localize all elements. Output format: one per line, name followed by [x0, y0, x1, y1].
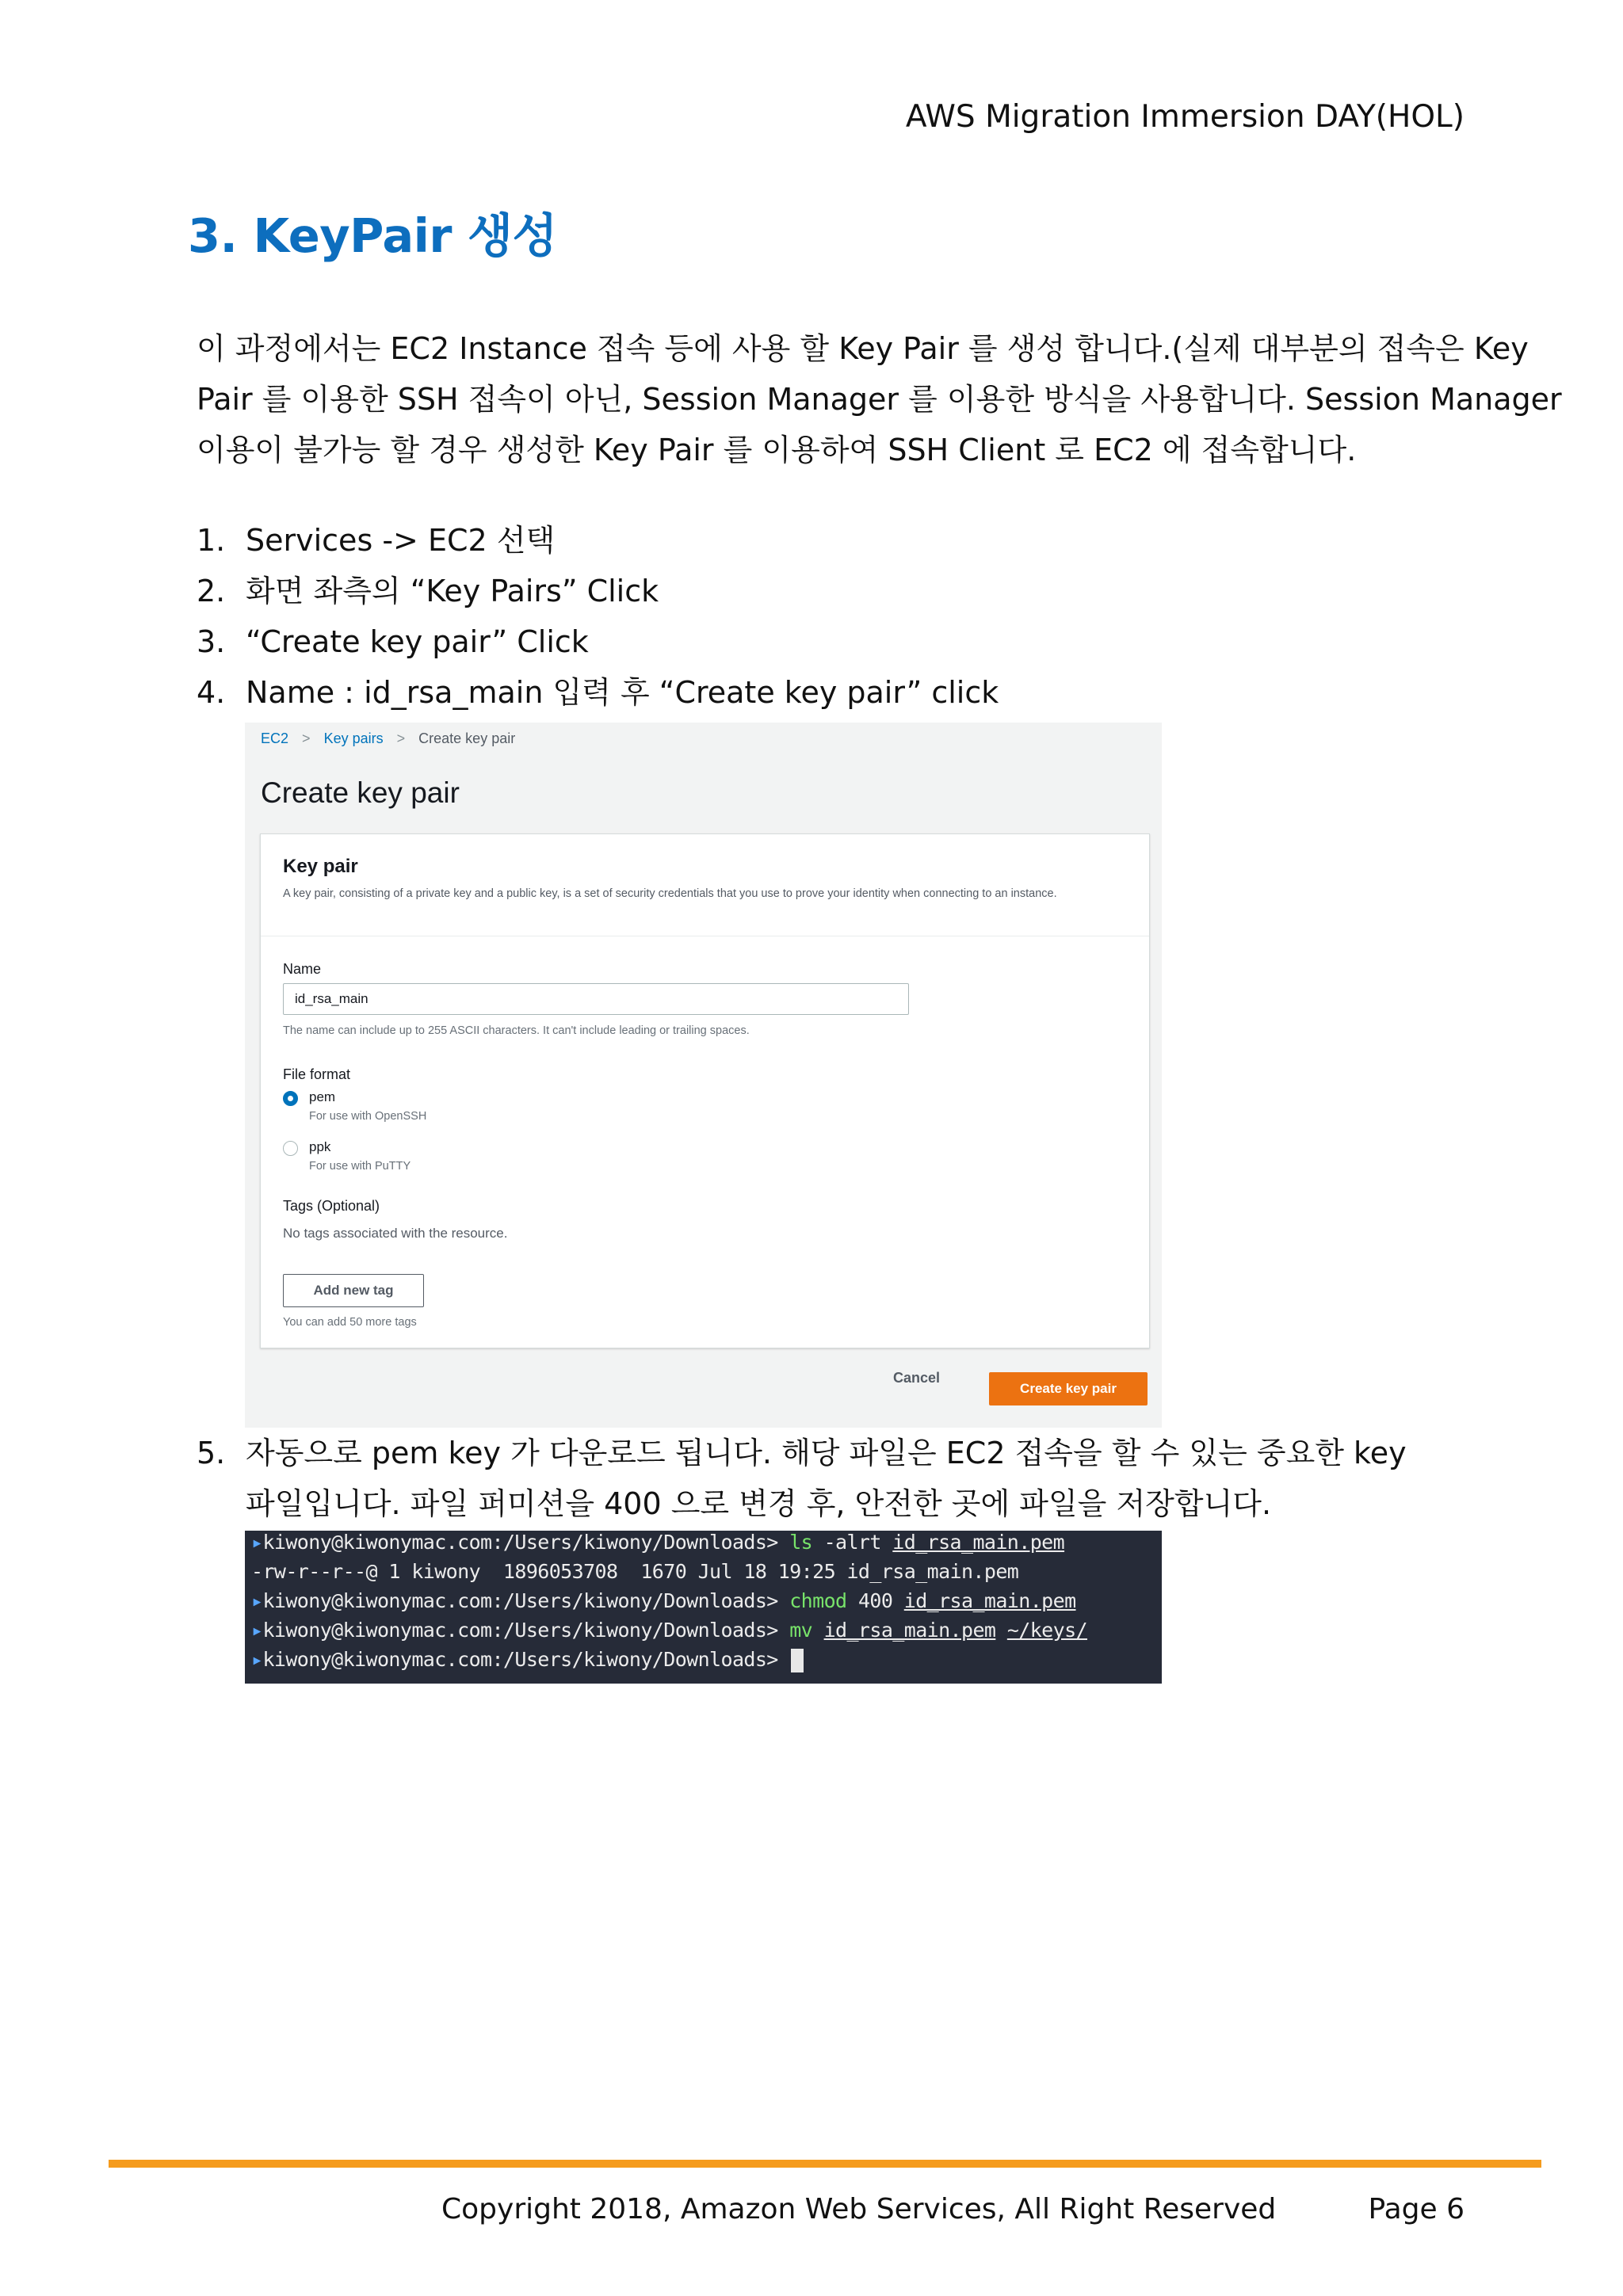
section-title: 3. KeyPair 생성: [188, 208, 557, 263]
step-line: [197, 1478, 1407, 1529]
intro-line: 이용이 불가능 할 경우 생성한 Key Pair 를 이용하여 SSH Client 로 EC2 에 접속합니다.: [197, 433, 1357, 467]
terminal-command: mv: [789, 1619, 813, 1642]
step-number: 2.: [197, 574, 226, 608]
pem-radio[interactable]: [283, 1091, 298, 1106]
step-line: [197, 1428, 1407, 1478]
page-title: Create key pair: [261, 776, 460, 809]
name-label: Name: [283, 961, 322, 977]
step-item: [197, 667, 999, 718]
ppk-radio[interactable]: [283, 1141, 298, 1156]
terminal-args: -alrt: [823, 1531, 881, 1554]
breadcrumb-current: Create key pair: [418, 730, 516, 746]
step-text: Services -> EC2 선택: [246, 523, 556, 558]
ppk-description: For use with PuTTY: [309, 1160, 411, 1173]
step-number: 1.: [197, 523, 226, 558]
key-pair-panel: [260, 833, 1150, 1348]
intro-line: 이 과정에서는 EC2 Instance 접속 등에 사용 할 Key Pair 를 생성 합니다.(실제 대부분의 접속은 Key: [197, 331, 1529, 366]
step-item: [197, 1428, 1407, 1529]
prompt-marker-icon: ▸: [251, 1531, 263, 1554]
tags-empty-text: No tags associated with the resource.: [283, 1226, 508, 1241]
breadcrumb-ec2-link[interactable]: EC2: [261, 730, 289, 746]
step-text: 화면 좌측의 “Key Pairs” Click: [246, 574, 659, 608]
pem-description: For use with OpenSSH: [309, 1110, 427, 1123]
chevron-right-icon: >: [396, 730, 406, 746]
file-format-label: File format: [283, 1066, 351, 1082]
footer-divider: [109, 2160, 1541, 2168]
tags-label: Tags (Optional): [283, 1198, 380, 1214]
page-number: Page 6: [1368, 2193, 1465, 2225]
prompt-marker-icon: ▸: [251, 1648, 263, 1671]
terminal-line: [251, 1619, 1087, 1642]
prompt-marker-icon: ▸: [251, 1589, 263, 1612]
ppk-label: ppk: [309, 1139, 331, 1154]
prompt-marker-icon: ▸: [251, 1619, 263, 1642]
step-item: [197, 515, 999, 566]
step-text: 파일입니다. 파일 퍼미션을 400 으로 변경 후, 안전한 곳에 파일을 저장합니다.: [246, 1486, 1272, 1521]
step-text: Name : id_rsa_main 입력 후 “Create key pair” click: [246, 675, 999, 710]
terminal-prompt: kiwony@kiwonymac.com:/Users/kiwony/Downloads>: [262, 1648, 778, 1671]
step-text: 자동으로 pem key 가 다운로드 됩니다. 해당 파일은 EC2 접속을 할 수 있는 중요한 key: [246, 1436, 1407, 1470]
terminal-screenshot: [245, 1531, 1162, 1684]
chevron-right-icon: >: [302, 730, 311, 746]
tags-hint: You can add 50 more tags: [283, 1316, 417, 1329]
step-list: [197, 515, 999, 718]
terminal-prompt: kiwony@kiwonymac.com:/Users/kiwony/Downloads>: [262, 1619, 778, 1642]
panel-header: [261, 834, 1149, 936]
panel-description: A key pair, consisting of a private key and a public key, is a set of security credentials that you use to prove your identity when connecting to an instance.: [283, 887, 1057, 900]
document-header: AWS Migration Immersion DAY(HOL): [905, 99, 1465, 135]
step-number: 3.: [197, 624, 226, 659]
intro-paragraph: [197, 323, 1562, 475]
terminal-args: 400: [857, 1589, 893, 1612]
terminal-line: [251, 1531, 1064, 1554]
terminal-prompt: kiwony@kiwonymac.com:/Users/kiwony/Downloads>: [262, 1531, 778, 1554]
terminal-command: ls: [789, 1531, 813, 1554]
terminal-line: [251, 1589, 1076, 1612]
terminal-filename: id_rsa_main.pem: [823, 1619, 996, 1642]
terminal-filename: id_rsa_main.pem: [892, 1531, 1065, 1554]
step-number: 4.: [197, 675, 226, 710]
create-key-pair-screenshot: [245, 723, 1162, 1428]
step-item: [197, 616, 999, 667]
terminal-filename: id_rsa_main.pem: [903, 1589, 1076, 1612]
step-item: [197, 566, 999, 616]
terminal-line: [251, 1648, 804, 1672]
breadcrumb-key-pairs-link[interactable]: Key pairs: [323, 730, 384, 746]
cancel-button[interactable]: Cancel: [893, 1370, 941, 1386]
step-number: 5.: [197, 1436, 226, 1470]
terminal-line: [251, 1560, 1018, 1583]
terminal-output: -rw-r--r--@ 1 kiwony 1896053708 1670 Jul 18 19:25 id_rsa_main.pem: [251, 1560, 1019, 1583]
pem-label: pem: [309, 1089, 336, 1104]
step-text: “Create key pair” Click: [246, 624, 589, 659]
name-hint: The name can include up to 255 ASCII characters. It can't include leading or trailing spaces.: [283, 1024, 750, 1037]
name-input[interactable]: [283, 983, 909, 1015]
add-new-tag-button[interactable]: Add new tag: [283, 1274, 424, 1307]
panel-title: Key pair: [283, 856, 358, 877]
terminal-prompt: kiwony@kiwonymac.com:/Users/kiwony/Downloads>: [262, 1589, 778, 1612]
terminal-cursor: [791, 1649, 804, 1672]
copyright-text: Copyright 2018, Amazon Web Services, All Right Reserved: [441, 2193, 1277, 2225]
terminal-command: chmod: [789, 1589, 847, 1612]
terminal-destination: ~/keys/: [1006, 1619, 1087, 1642]
breadcrumb: [261, 730, 515, 747]
intro-line: Pair 를 이용한 SSH 접속이 아닌, Session Manager 를 이용한 방식을 사용합니다. Session Manager: [197, 382, 1562, 417]
create-key-pair-button[interactable]: Create key pair: [989, 1372, 1148, 1405]
